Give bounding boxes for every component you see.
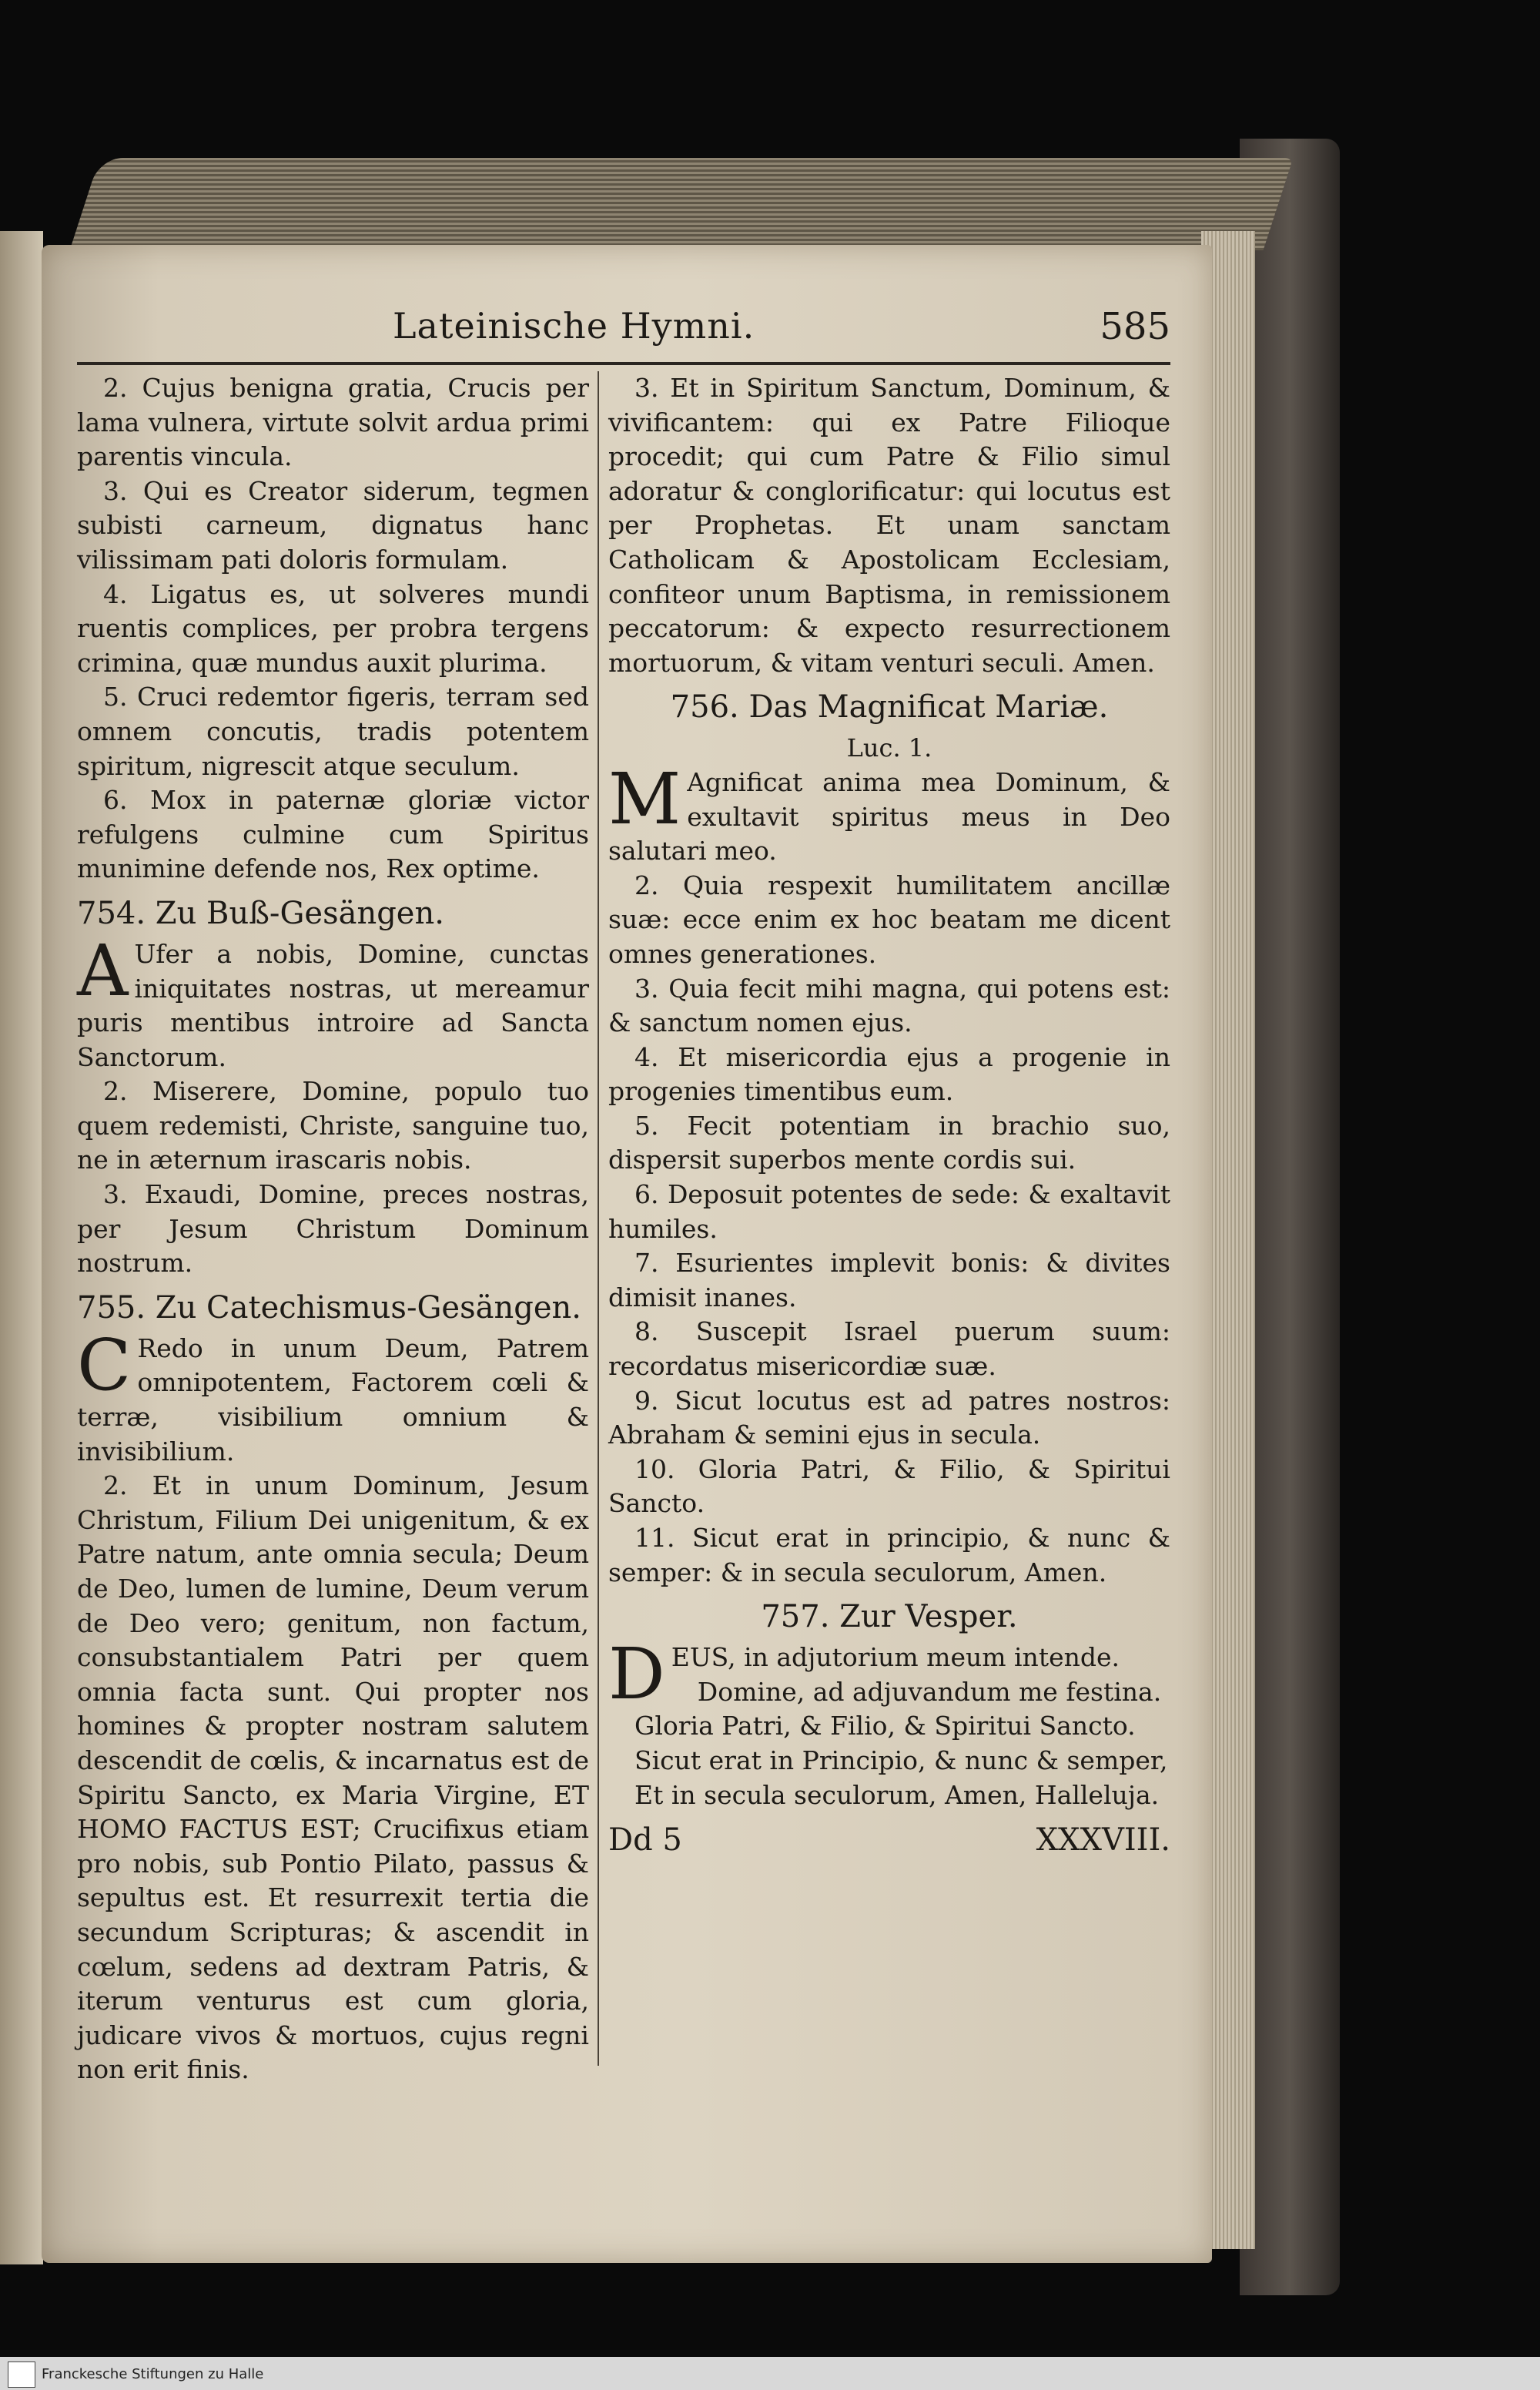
verse: 9. Sicut locutus est ad patres nostros: Abraham & semini ejus in secula.: [608, 1385, 1170, 1450]
verse: 2. Quia respexit humilitatem ancillæ suæ: ecce enim ex hoc beatam me dicent omnes generationes.: [608, 870, 1170, 969]
facing-page: [0, 231, 43, 2264]
hymn-heading: 755. Zu Catechismus-Gesängen.: [77, 1289, 581, 1326]
hymn-opening: CRedo in unum Deum, Patrem omnipotentem, Factorem cœli & terræ, visibilium omnium & invisibilium.: [77, 1323, 589, 1467]
page-title: Lateinische Hymni.: [393, 305, 755, 347]
verse: 11. Sicut erat in principio, & nunc & semper: & in secula seculorum, Amen.: [608, 1523, 1170, 1587]
catchword: XXXVIII.: [1036, 1822, 1170, 1859]
verse: 3. Et in Spiritum Sanctum, Dominum, & vivificantem: qui ex Patre Filioque procedit; qui cum Patre & Filio simul adoratur & conglorificatur: qui locutus est per Prophetas. Et unam sanctam Catholicam & Apostolicam Ecclesiam, confiteor unum Baptisma, in remissionem peccatorum: & expecto resurrectionem mortuorum, & vitam venturi seculi. Amen.: [608, 373, 1170, 678]
verse: 7. Esurientes implevit bonis: & divites dimisit inanes.: [608, 1248, 1170, 1312]
scripture-reference: Luc. 1.: [846, 733, 932, 763]
verse: 2. Et in unum Dominum, Jesum Christum, Filium Dei unigenitum, & ex Patre natum, ante omnia secula; Deum de Deo, lumen de lumine, Deum verum de Deo vero; genitum, non factum, consubstantialem Patri per quem omnia facta sunt. Qui propter nos homines & propter nostram salutem descendit de cœlis, & incarnatus est de Spiritu Sancto, ex Maria Virgine, ET HOMO FACTUS EST; Crucifixus etiam pro nobis, sub Pontio Pilato, passus & sepultus est. Et resurrexit tertia die secundum Scripturas; & ascendit in cœlum, sedens ad dextram Patris, & iterum venturus est cum gloria, judicare vivos & mortuos, cujus regni non erit finis.: [77, 1470, 589, 2085]
verse: 4. Et misericordia ejus a progenie in progenies timentibus eum.: [608, 1041, 1170, 1107]
running-header: [77, 300, 1170, 365]
credit-text: Franckesche Stiftungen zu Halle: [42, 2366, 264, 2382]
verse: 2. Miserere, Domine, populo tuo quem redemisti, Christe, sanguine tuo, ne in æternum irascaris nobis.: [77, 1076, 589, 1175]
hymn-heading: 756. Das Magnificat Mariæ.: [670, 689, 1109, 726]
verse: 3. Exaudi, Domine, preces nostras, per Jesum Christum Dominum nostrum.: [77, 1179, 589, 1279]
verse: 3. Quia fecit mihi magna, qui potens est: & sanctum nomen ejus.: [608, 973, 1170, 1038]
verse: 10. Gloria Patri, & Filio, & Spiritui Sancto.: [608, 1453, 1170, 1519]
hymn-heading: 754. Zu Buß-Gesängen.: [77, 895, 444, 931]
page-number: 585: [1100, 305, 1170, 348]
verse: 6. Deposuit potentes de sede: & exaltavit humiles.: [608, 1179, 1170, 1244]
credit-bar: [0, 2357, 1540, 2390]
hymn-opening: MAgnificat anima mea Dominum, & exultavit spiritus meus in Deo salutari meo.: [608, 757, 1170, 867]
verse: 3. Qui es Creator siderum, tegmen subisti carneum, dignatus hanc vilissimam pati doloris formulam.: [77, 475, 589, 575]
verse: 5. Fecit potentiam in brachio suo, dispersit superbos mente cordis sui.: [608, 1110, 1170, 1175]
verse: 6. Mox in paternæ gloriæ victor refulgens culmine cum Spiritus munimine defende nos, Rex optime.: [77, 785, 589, 884]
verse: Gloria Patri, & Filio, & Spiritui Sancto.: [634, 1711, 1136, 1741]
column-rule: [598, 371, 599, 2066]
left-column: [77, 371, 589, 2087]
hymn-heading: 757. Zur Vesper.: [761, 1599, 1018, 1635]
page-top-edges: [70, 158, 1294, 250]
verse: Sicut erat in Principio, & nunc & semper,: [634, 1745, 1168, 1775]
verse: Et in secula seculorum, Amen, Halleluja.: [634, 1779, 1160, 1810]
verse: 5. Cruci redemtor figeris, terram sed omnem concutis, tradis potentem spiritum, nigrescit atque seculum.: [77, 682, 589, 781]
hymn-opening: AUfer a nobis, Domine, cunctas iniquitates nostras, ut mereamur puris mentibus introire ad Sancta Sanctorum.: [77, 929, 589, 1072]
hymn-opening: DEUS, in adjutorium meum intende.: [608, 1633, 1120, 1716]
page-footer: [608, 1823, 1170, 1858]
verse: 8. Suscepit Israel puerum suum: recordatus misericordiæ suæ.: [608, 1316, 1170, 1382]
right-column: [608, 371, 1170, 1858]
institution-logo-icon: [8, 2362, 35, 2388]
signature-mark: Dd 5: [608, 1822, 682, 1859]
verse: 4. Ligatus es, ut solveres mundi ruentis complices, per probra tergens crimina, quæ mundus auxit plurima.: [77, 578, 589, 678]
verse: 2. Cujus benigna gratia, Crucis per lama vulnera, virtute solvit ardua primi parentis vincula.: [77, 373, 589, 472]
verse: Domine, ad adjuvandum me festina.: [697, 1676, 1162, 1707]
